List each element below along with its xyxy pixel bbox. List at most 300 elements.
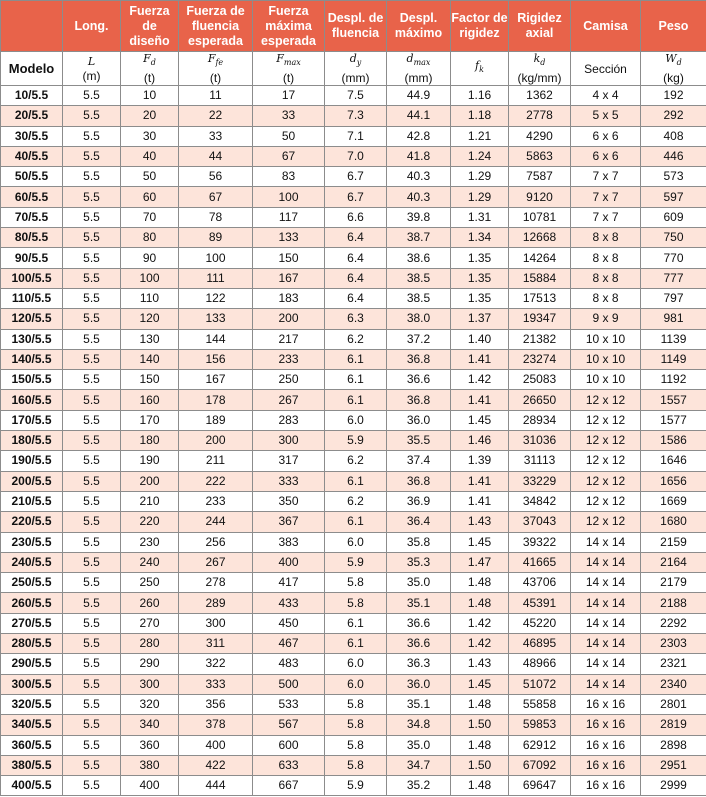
cell-stiffness-factor: 1.42 — [451, 613, 509, 633]
cell-length: 5.5 — [63, 268, 121, 288]
cell-model: 100/5.5 — [1, 268, 63, 288]
table-row — [1, 86, 706, 106]
cell-weight: 2340 — [641, 674, 706, 694]
cell-weight: 1557 — [641, 390, 706, 410]
cell-stiffness-factor: 1.50 — [451, 715, 509, 735]
cell-stiffness-factor: 1.45 — [451, 674, 509, 694]
unit-yield-force: (t) — [209, 70, 222, 85]
cell-design-force: 270 — [121, 613, 179, 633]
cell-axial-stiffness: 46895 — [509, 634, 571, 654]
cell-model: 140/5.5 — [1, 349, 63, 369]
cell-model: 190/5.5 — [1, 451, 63, 471]
cell-weight: 2164 — [641, 552, 706, 572]
cell-stiffness-factor: 1.50 — [451, 755, 509, 775]
unit-design-force: (t) — [143, 70, 156, 85]
cell-stiffness-factor: 1.47 — [451, 552, 509, 572]
cell-design-force: 20 — [121, 106, 179, 126]
cell-max-displacement: 35.5 — [387, 431, 451, 451]
cell-yield-force: 244 — [179, 512, 253, 532]
cell-max-displacement: 36.8 — [387, 471, 451, 491]
cell-length: 5.5 — [63, 532, 121, 552]
cell-casing-section: 12 x 12 — [571, 431, 641, 451]
cell-casing-section: 12 x 12 — [571, 451, 641, 471]
cell-casing-section: 12 x 12 — [571, 410, 641, 430]
cell-casing-section: 12 x 12 — [571, 491, 641, 511]
cell-axial-stiffness: 17513 — [509, 288, 571, 308]
cell-axial-stiffness: 10781 — [509, 207, 571, 227]
cell-casing-section: 8 x 8 — [571, 248, 641, 268]
symbol-length: L — [87, 54, 96, 68]
table-row — [1, 431, 706, 451]
cell-stiffness-factor: 1.48 — [451, 735, 509, 755]
cell-model: 240/5.5 — [1, 552, 63, 572]
cell-length: 5.5 — [63, 167, 121, 187]
table-row — [1, 187, 706, 207]
cell-max-displacement: 42.8 — [387, 126, 451, 146]
cell-stiffness-factor: 1.43 — [451, 654, 509, 674]
cell-axial-stiffness: 39322 — [509, 532, 571, 552]
cell-model: 360/5.5 — [1, 735, 63, 755]
table-row — [1, 309, 706, 329]
cell-weight: 777 — [641, 268, 706, 288]
cell-yield-force: 67 — [179, 187, 253, 207]
header-cell-stiffness-factor: Factor de rigidez — [451, 1, 509, 52]
cell-max-displacement: 38.7 — [387, 228, 451, 248]
cell-yield-force: 278 — [179, 573, 253, 593]
cell-model: 40/5.5 — [1, 146, 63, 166]
cell-design-force: 10 — [121, 86, 179, 106]
cell-casing-section: 16 x 16 — [571, 735, 641, 755]
cell-yield-displacement: 6.2 — [325, 491, 387, 511]
cell-model: 20/5.5 — [1, 106, 63, 126]
cell-axial-stiffness: 51072 — [509, 674, 571, 694]
cell-yield-force: 378 — [179, 715, 253, 735]
cell-length: 5.5 — [63, 471, 121, 491]
unit-yield-displacement: (mm) — [341, 70, 370, 85]
cell-design-force: 210 — [121, 491, 179, 511]
cell-casing-section: 14 x 14 — [571, 552, 641, 572]
cell-max-displacement: 35.3 — [387, 552, 451, 572]
cell-max-displacement: 35.1 — [387, 593, 451, 613]
cell-yield-force: 211 — [179, 451, 253, 471]
cell-stiffness-factor: 1.41 — [451, 349, 509, 369]
header-cell-design-force: Fuerza de diseño — [121, 1, 179, 52]
units-cell-yield-force — [179, 52, 253, 86]
cell-axial-stiffness: 41665 — [509, 552, 571, 572]
cell-casing-section: 16 x 16 — [571, 694, 641, 714]
cell-yield-displacement: 6.4 — [325, 288, 387, 308]
cell-casing-section: 14 x 14 — [571, 654, 641, 674]
cell-length: 5.5 — [63, 552, 121, 572]
cell-design-force: 190 — [121, 451, 179, 471]
cell-casing-section: 14 x 14 — [571, 674, 641, 694]
cell-design-force: 300 — [121, 674, 179, 694]
units-row — [1, 52, 706, 86]
cell-yield-displacement: 6.4 — [325, 268, 387, 288]
table-row — [1, 268, 706, 288]
cell-weight: 1139 — [641, 329, 706, 349]
cell-casing-section: 6 x 6 — [571, 126, 641, 146]
cell-axial-stiffness: 34842 — [509, 491, 571, 511]
cell-axial-stiffness: 37043 — [509, 512, 571, 532]
cell-yield-force: 322 — [179, 654, 253, 674]
table-row — [1, 634, 706, 654]
cell-weight: 2188 — [641, 593, 706, 613]
cell-design-force: 260 — [121, 593, 179, 613]
cell-model: 150/5.5 — [1, 370, 63, 390]
cell-weight: 2321 — [641, 654, 706, 674]
cell-max-force: 100 — [253, 187, 325, 207]
cell-stiffness-factor: 1.35 — [451, 248, 509, 268]
unit-axial-stiffness: (kg/mm) — [517, 70, 562, 85]
model-column-label: Modelo — [1, 52, 63, 86]
cell-yield-force: 111 — [179, 268, 253, 288]
cell-max-force: 317 — [253, 451, 325, 471]
cell-max-displacement: 35.1 — [387, 694, 451, 714]
cell-model: 170/5.5 — [1, 410, 63, 430]
cell-weight: 609 — [641, 207, 706, 227]
cell-yield-force: 311 — [179, 634, 253, 654]
cell-weight: 292 — [641, 106, 706, 126]
cell-max-force: 483 — [253, 654, 325, 674]
cell-casing-section: 12 x 12 — [571, 512, 641, 532]
cell-yield-displacement: 6.0 — [325, 410, 387, 430]
cell-max-force: 133 — [253, 228, 325, 248]
cell-max-displacement: 40.3 — [387, 167, 451, 187]
cell-max-force: 233 — [253, 349, 325, 369]
cell-max-displacement: 36.6 — [387, 370, 451, 390]
cell-design-force: 140 — [121, 349, 179, 369]
cell-axial-stiffness: 19347 — [509, 309, 571, 329]
cell-yield-force: 167 — [179, 370, 253, 390]
cell-stiffness-factor: 1.46 — [451, 431, 509, 451]
cell-max-force: 67 — [253, 146, 325, 166]
cell-model: 70/5.5 — [1, 207, 63, 227]
cell-model: 400/5.5 — [1, 776, 63, 796]
table-row — [1, 390, 706, 410]
cell-max-force: 467 — [253, 634, 325, 654]
cell-weight: 981 — [641, 309, 706, 329]
cell-yield-force: 100 — [179, 248, 253, 268]
cell-max-force: 150 — [253, 248, 325, 268]
cell-axial-stiffness: 26650 — [509, 390, 571, 410]
units-cell-design-force — [121, 52, 179, 86]
cell-stiffness-factor: 1.48 — [451, 694, 509, 714]
cell-yield-displacement: 6.1 — [325, 349, 387, 369]
cell-model: 90/5.5 — [1, 248, 63, 268]
table-row — [1, 228, 706, 248]
cell-model: 10/5.5 — [1, 86, 63, 106]
cell-axial-stiffness: 2778 — [509, 106, 571, 126]
cell-max-displacement: 37.4 — [387, 451, 451, 471]
cell-casing-section: 7 x 7 — [571, 207, 641, 227]
header-row — [1, 1, 706, 52]
cell-max-force: 83 — [253, 167, 325, 187]
cell-yield-displacement: 6.6 — [325, 207, 387, 227]
cell-max-displacement: 36.3 — [387, 654, 451, 674]
cell-weight: 408 — [641, 126, 706, 146]
cell-max-displacement: 34.7 — [387, 755, 451, 775]
cell-yield-displacement: 5.9 — [325, 431, 387, 451]
cell-max-force: 633 — [253, 755, 325, 775]
cell-max-force: 200 — [253, 309, 325, 329]
cell-weight: 1669 — [641, 491, 706, 511]
cell-yield-displacement: 6.0 — [325, 532, 387, 552]
cell-max-force: 117 — [253, 207, 325, 227]
cell-yield-force: 400 — [179, 735, 253, 755]
cell-max-force: 600 — [253, 735, 325, 755]
cell-model: 60/5.5 — [1, 187, 63, 207]
cell-max-displacement: 37.2 — [387, 329, 451, 349]
cell-max-displacement: 39.8 — [387, 207, 451, 227]
cell-model: 30/5.5 — [1, 126, 63, 146]
cell-length: 5.5 — [63, 309, 121, 329]
cell-casing-section: 10 x 10 — [571, 370, 641, 390]
cell-stiffness-factor: 1.48 — [451, 573, 509, 593]
cell-yield-displacement: 6.7 — [325, 187, 387, 207]
cell-yield-displacement: 7.1 — [325, 126, 387, 146]
cell-casing-section: 8 x 8 — [571, 228, 641, 248]
cell-length: 5.5 — [63, 248, 121, 268]
cell-length: 5.5 — [63, 349, 121, 369]
cell-yield-force: 233 — [179, 491, 253, 511]
cell-model: 80/5.5 — [1, 228, 63, 248]
cell-yield-displacement: 5.8 — [325, 735, 387, 755]
cell-yield-displacement: 6.1 — [325, 512, 387, 532]
cell-casing-section: 7 x 7 — [571, 167, 641, 187]
cell-yield-force: 189 — [179, 410, 253, 430]
cell-design-force: 50 — [121, 167, 179, 187]
cell-length: 5.5 — [63, 654, 121, 674]
cell-casing-section: 9 x 9 — [571, 309, 641, 329]
unit-casing-section: Sección — [584, 61, 627, 76]
header-cell-yield-displacement: Despl. de fluencia — [325, 1, 387, 52]
table-row — [1, 106, 706, 126]
cell-design-force: 120 — [121, 309, 179, 329]
symbol-max-displacement: $d_{max}$ — [406, 52, 431, 68]
cell-max-force: 383 — [253, 532, 325, 552]
cell-stiffness-factor: 1.42 — [451, 370, 509, 390]
cell-max-force: 400 — [253, 552, 325, 572]
cell-yield-displacement: 6.1 — [325, 390, 387, 410]
cell-yield-displacement: 5.9 — [325, 552, 387, 572]
cell-max-displacement: 36.8 — [387, 349, 451, 369]
cell-yield-force: 89 — [179, 228, 253, 248]
cell-model: 290/5.5 — [1, 654, 63, 674]
cell-axial-stiffness: 43706 — [509, 573, 571, 593]
cell-yield-displacement: 6.1 — [325, 471, 387, 491]
symbol-design-force: $F_d$ — [143, 52, 156, 68]
cell-design-force: 80 — [121, 228, 179, 248]
cell-max-displacement: 36.6 — [387, 634, 451, 654]
cell-max-displacement: 36.8 — [387, 390, 451, 410]
table-row — [1, 755, 706, 775]
cell-weight: 2292 — [641, 613, 706, 633]
table-row — [1, 694, 706, 714]
cell-axial-stiffness: 9120 — [509, 187, 571, 207]
cell-axial-stiffness: 55858 — [509, 694, 571, 714]
cell-stiffness-factor: 1.35 — [451, 288, 509, 308]
cell-axial-stiffness: 28934 — [509, 410, 571, 430]
cell-casing-section: 16 x 16 — [571, 755, 641, 775]
cell-stiffness-factor: 1.29 — [451, 167, 509, 187]
cell-stiffness-factor: 1.41 — [451, 471, 509, 491]
cell-design-force: 180 — [121, 431, 179, 451]
units-cell-axial-stiffness — [509, 52, 571, 86]
table-row — [1, 674, 706, 694]
cell-max-force: 417 — [253, 573, 325, 593]
table-row — [1, 410, 706, 430]
cell-stiffness-factor: 1.24 — [451, 146, 509, 166]
cell-casing-section: 7 x 7 — [571, 187, 641, 207]
cell-yield-force: 267 — [179, 552, 253, 572]
table-row — [1, 491, 706, 511]
cell-yield-force: 78 — [179, 207, 253, 227]
cell-max-force: 500 — [253, 674, 325, 694]
cell-yield-displacement: 5.8 — [325, 694, 387, 714]
table-row — [1, 613, 706, 633]
cell-weight: 750 — [641, 228, 706, 248]
cell-design-force: 150 — [121, 370, 179, 390]
cell-weight: 2801 — [641, 694, 706, 714]
cell-length: 5.5 — [63, 573, 121, 593]
cell-length: 5.5 — [63, 715, 121, 735]
cell-casing-section: 8 x 8 — [571, 288, 641, 308]
cell-design-force: 340 — [121, 715, 179, 735]
cell-max-displacement: 35.8 — [387, 532, 451, 552]
cell-model: 380/5.5 — [1, 755, 63, 775]
cell-max-force: 283 — [253, 410, 325, 430]
cell-weight: 1680 — [641, 512, 706, 532]
cell-design-force: 360 — [121, 735, 179, 755]
cell-design-force: 400 — [121, 776, 179, 796]
cell-casing-section: 14 x 14 — [571, 613, 641, 633]
cell-yield-force: 11 — [179, 86, 253, 106]
cell-stiffness-factor: 1.16 — [451, 86, 509, 106]
cell-casing-section: 10 x 10 — [571, 329, 641, 349]
table-row — [1, 349, 706, 369]
cell-stiffness-factor: 1.48 — [451, 776, 509, 796]
cell-design-force: 110 — [121, 288, 179, 308]
cell-max-force: 667 — [253, 776, 325, 796]
cell-model: 280/5.5 — [1, 634, 63, 654]
cell-weight: 770 — [641, 248, 706, 268]
cell-max-displacement: 35.2 — [387, 776, 451, 796]
cell-weight: 1656 — [641, 471, 706, 491]
cell-weight: 2951 — [641, 755, 706, 775]
cell-weight: 1577 — [641, 410, 706, 430]
cell-casing-section: 12 x 12 — [571, 390, 641, 410]
cell-max-displacement: 38.0 — [387, 309, 451, 329]
cell-stiffness-factor: 1.18 — [451, 106, 509, 126]
cell-model: 300/5.5 — [1, 674, 63, 694]
cell-design-force: 320 — [121, 694, 179, 714]
cell-max-displacement: 44.9 — [387, 86, 451, 106]
cell-design-force: 290 — [121, 654, 179, 674]
header-cell-blank — [1, 1, 63, 52]
cell-yield-force: 356 — [179, 694, 253, 714]
cell-yield-force: 256 — [179, 532, 253, 552]
cell-length: 5.5 — [63, 451, 121, 471]
cell-length: 5.5 — [63, 755, 121, 775]
cell-design-force: 380 — [121, 755, 179, 775]
cell-max-displacement: 36.9 — [387, 491, 451, 511]
cell-axial-stiffness: 5863 — [509, 146, 571, 166]
cell-design-force: 90 — [121, 248, 179, 268]
cell-max-displacement: 36.0 — [387, 410, 451, 430]
cell-model: 200/5.5 — [1, 471, 63, 491]
cell-weight: 446 — [641, 146, 706, 166]
cell-max-force: 50 — [253, 126, 325, 146]
cell-stiffness-factor: 1.43 — [451, 512, 509, 532]
cell-axial-stiffness: 45391 — [509, 593, 571, 613]
cell-stiffness-factor: 1.29 — [451, 187, 509, 207]
cell-stiffness-factor: 1.40 — [451, 329, 509, 349]
cell-max-displacement: 36.6 — [387, 613, 451, 633]
cell-model: 110/5.5 — [1, 288, 63, 308]
cell-length: 5.5 — [63, 613, 121, 633]
cell-design-force: 250 — [121, 573, 179, 593]
symbol-max-force: $F_{max}$ — [276, 52, 301, 68]
unit-length: (m) — [82, 68, 101, 83]
cell-max-force: 167 — [253, 268, 325, 288]
cell-max-force: 367 — [253, 512, 325, 532]
header-cell-yield-force: Fuerza de fluencia esperada — [179, 1, 253, 52]
cell-casing-section: 5 x 5 — [571, 106, 641, 126]
cell-length: 5.5 — [63, 288, 121, 308]
cell-yield-displacement: 6.0 — [325, 674, 387, 694]
cell-weight: 573 — [641, 167, 706, 187]
cell-max-displacement: 34.8 — [387, 715, 451, 735]
symbol-stiffness-factor: $f_k$ — [475, 59, 484, 75]
cell-length: 5.5 — [63, 593, 121, 613]
cell-model: 50/5.5 — [1, 167, 63, 187]
cell-yield-displacement: 7.0 — [325, 146, 387, 166]
table-row — [1, 573, 706, 593]
units-cell-max-displacement — [387, 52, 451, 86]
cell-casing-section: 10 x 10 — [571, 349, 641, 369]
cell-model: 250/5.5 — [1, 573, 63, 593]
units-cell-weight — [641, 52, 706, 86]
cell-yield-force: 144 — [179, 329, 253, 349]
cell-axial-stiffness: 7587 — [509, 167, 571, 187]
cell-max-displacement: 38.6 — [387, 248, 451, 268]
cell-yield-displacement: 6.1 — [325, 634, 387, 654]
cell-max-force: 433 — [253, 593, 325, 613]
cell-model: 160/5.5 — [1, 390, 63, 410]
cell-yield-displacement: 6.3 — [325, 309, 387, 329]
header-cell-weight: Peso — [641, 1, 706, 52]
cell-yield-force: 22 — [179, 106, 253, 126]
cell-yield-displacement: 6.2 — [325, 451, 387, 471]
table-row — [1, 532, 706, 552]
cell-max-displacement: 38.5 — [387, 268, 451, 288]
cell-max-displacement: 38.5 — [387, 288, 451, 308]
cell-weight: 2819 — [641, 715, 706, 735]
cell-max-force: 533 — [253, 694, 325, 714]
cell-axial-stiffness: 31113 — [509, 451, 571, 471]
cell-design-force: 160 — [121, 390, 179, 410]
cell-axial-stiffness: 21382 — [509, 329, 571, 349]
cell-stiffness-factor: 1.39 — [451, 451, 509, 471]
units-cell-stiffness-factor — [451, 52, 509, 86]
cell-yield-force: 289 — [179, 593, 253, 613]
cell-yield-displacement: 5.8 — [325, 593, 387, 613]
cell-length: 5.5 — [63, 390, 121, 410]
cell-weight: 2303 — [641, 634, 706, 654]
cell-design-force: 280 — [121, 634, 179, 654]
cell-casing-section: 14 x 14 — [571, 532, 641, 552]
